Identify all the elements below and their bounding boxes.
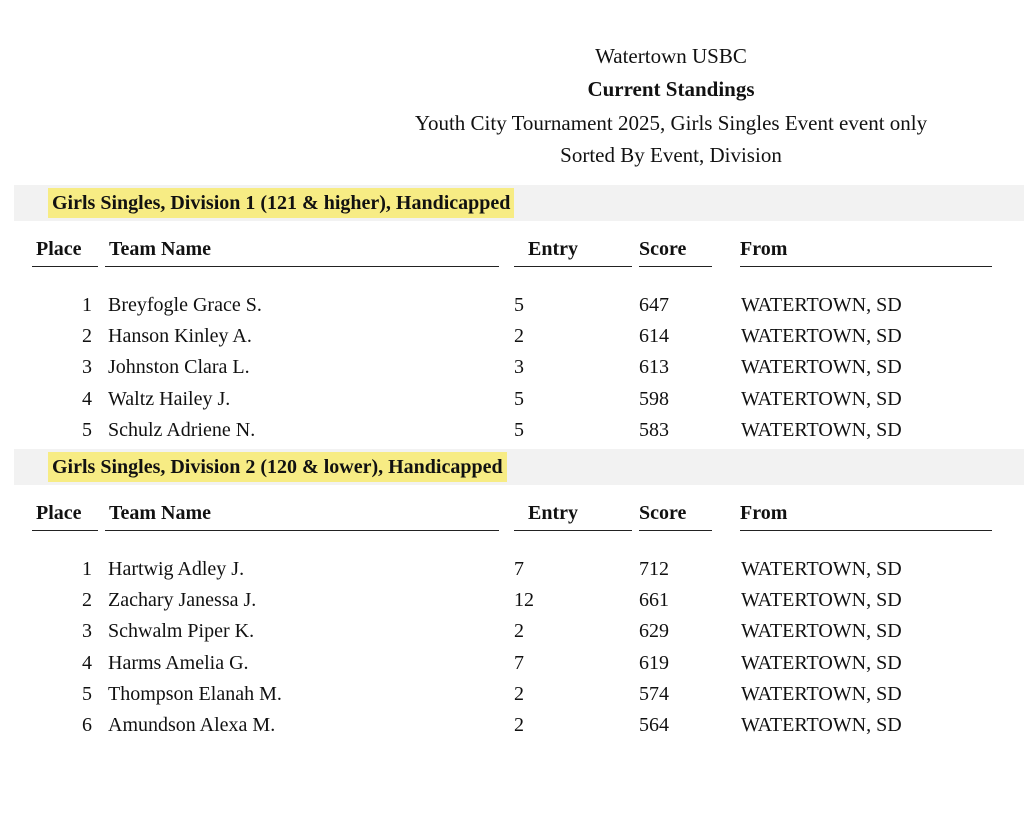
name-cell: Schwalm Piper K. — [108, 620, 255, 642]
place-cell: 4 — [82, 388, 92, 410]
entry-cell: 5 — [514, 419, 524, 441]
name-cell: Breyfogle Grace S. — [108, 294, 262, 316]
entry-cell: 7 — [514, 558, 524, 580]
place-cell: 2 — [82, 589, 92, 611]
name-cell: Hanson Kinley A. — [108, 325, 252, 347]
col-underline — [32, 266, 98, 267]
place-cell: 2 — [82, 325, 92, 347]
score-cell: 661 — [639, 589, 669, 611]
score-cell: 712 — [639, 558, 669, 580]
col-underline — [639, 530, 712, 531]
col-underline — [105, 530, 499, 531]
col-underline — [514, 530, 632, 531]
col-place: Place — [36, 502, 82, 524]
table-row — [0, 679, 1024, 710]
entry-cell: 2 — [514, 714, 524, 736]
name-cell: Waltz Hailey J. — [108, 388, 231, 410]
entry-cell: 2 — [514, 620, 524, 642]
from-cell: WATERTOWN, SD — [741, 356, 902, 378]
org-name: Watertown USBC — [595, 44, 747, 68]
table-row — [0, 321, 1024, 352]
score-cell: 619 — [639, 652, 669, 674]
division-header-band — [14, 185, 1024, 221]
entry-cell: 5 — [514, 388, 524, 410]
place-cell: 5 — [82, 419, 92, 441]
from-cell: WATERTOWN, SD — [741, 652, 902, 674]
score-cell: 629 — [639, 620, 669, 642]
col-underline — [105, 266, 499, 267]
score-cell: 574 — [639, 683, 669, 705]
from-cell: WATERTOWN, SD — [741, 589, 902, 611]
from-cell: WATERTOWN, SD — [741, 558, 902, 580]
entry-cell: 2 — [514, 683, 524, 705]
place-cell: 5 — [82, 683, 92, 705]
col-score: Score — [639, 238, 687, 260]
col-score: Score — [639, 502, 687, 524]
col-underline — [32, 530, 98, 531]
report-title: Current Standings — [587, 77, 755, 101]
entry-cell: 3 — [514, 356, 524, 378]
col-underline — [514, 266, 632, 267]
from-cell: WATERTOWN, SD — [741, 294, 902, 316]
score-cell: 647 — [639, 294, 669, 316]
from-cell: WATERTOWN, SD — [741, 683, 902, 705]
col-place: Place — [36, 238, 82, 260]
col-entry: Entry — [528, 502, 578, 524]
score-cell: 614 — [639, 325, 669, 347]
table-row — [0, 616, 1024, 647]
sort-description: Sorted By Event, Division — [560, 143, 782, 167]
place-cell: 1 — [82, 558, 92, 580]
col-from: From — [740, 502, 788, 524]
place-cell: 4 — [82, 652, 92, 674]
from-cell: WATERTOWN, SD — [741, 325, 902, 347]
from-cell: WATERTOWN, SD — [741, 620, 902, 642]
name-cell: Amundson Alexa M. — [108, 714, 276, 736]
from-cell: WATERTOWN, SD — [741, 714, 902, 736]
score-cell: 598 — [639, 388, 669, 410]
table-row — [0, 290, 1024, 321]
table-row — [0, 554, 1024, 585]
name-cell: Johnston Clara L. — [108, 356, 250, 378]
entry-cell: 7 — [514, 652, 524, 674]
table-row — [0, 415, 1024, 446]
col-underline — [740, 266, 992, 267]
col-team-name: Team Name — [109, 238, 212, 260]
from-cell: WATERTOWN, SD — [741, 388, 902, 410]
place-cell: 1 — [82, 294, 92, 316]
name-cell: Thompson Elanah M. — [108, 683, 282, 705]
division-header-band — [14, 449, 1024, 485]
place-cell: 3 — [82, 356, 92, 378]
table-row — [0, 352, 1024, 383]
from-cell: WATERTOWN, SD — [741, 419, 902, 441]
table-row — [0, 585, 1024, 616]
col-underline — [639, 266, 712, 267]
report-subtitle: Youth City Tournament 2025, Girls Singles Event event only — [414, 111, 928, 135]
name-cell: Zachary Janessa J. — [108, 589, 257, 611]
score-cell: 613 — [639, 356, 669, 378]
name-cell: Harms Amelia G. — [108, 652, 249, 674]
place-cell: 6 — [82, 714, 92, 736]
table-row — [0, 648, 1024, 679]
division-title: Girls Singles, Division 2 (120 & lower), Handicapped — [48, 452, 507, 482]
table-row — [0, 384, 1024, 415]
score-cell: 564 — [639, 714, 669, 736]
col-entry: Entry — [528, 238, 578, 260]
entry-cell: 2 — [514, 325, 524, 347]
col-from: From — [740, 238, 788, 260]
name-cell: Hartwig Adley J. — [108, 558, 245, 580]
score-cell: 583 — [639, 419, 669, 441]
division-title: Girls Singles, Division 1 (121 & higher), Handicapped — [48, 188, 514, 218]
col-team-name: Team Name — [109, 502, 212, 524]
col-underline — [740, 530, 992, 531]
name-cell: Schulz Adriene N. — [108, 419, 256, 441]
table-row — [0, 710, 1024, 741]
entry-cell: 5 — [514, 294, 524, 316]
entry-cell: 12 — [514, 589, 534, 611]
place-cell: 3 — [82, 620, 92, 642]
